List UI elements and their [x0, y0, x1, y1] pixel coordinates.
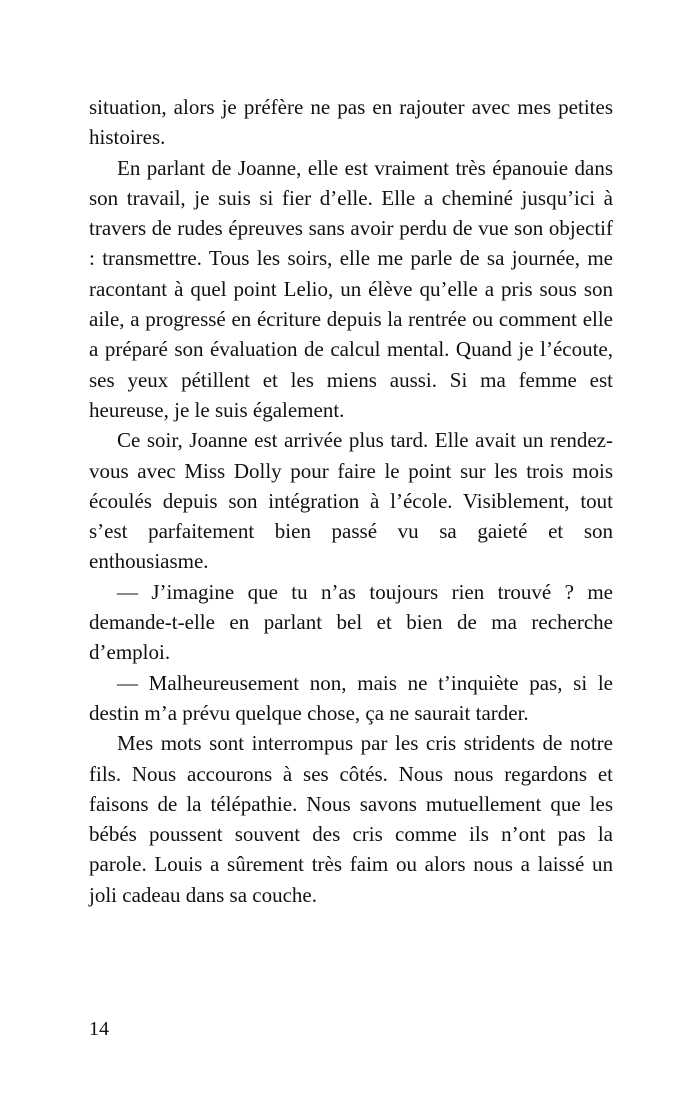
- paragraph-2: En parlant de Joanne, elle est vraiment très épanouie dans son travail, je suis si fier d’elle. Elle a cheminé jusqu’ici à travers de rudes épreuves sans avoir perdu de vue son objectif : transmettre. Tous les soirs, elle me parle de sa journée, me racontant à quel point Lelio, un élève qu’elle a pris sous son aile, a progressé en écriture depuis la rentrée ou comment elle a préparé son évaluation de calcul mental. Quand je l’écoute, ses yeux pétillent et les miens aussi. Si ma femme est heureuse, je le suis également.: [89, 155, 613, 422]
- dialogue-2: — Malheureusement non, mais ne t’inquiète pas, si le destin m’a prévu quelque chose, ça ne saurait tarder.: [89, 670, 613, 725]
- paragraph-3: Ce soir, Joanne est arrivée plus tard. Elle avait un rendez-vous avec Miss Dolly pour faire le point sur les trois mois écoulés depuis son intégration à l’école. Visiblement, tout s’est parfaitement bien passé vu sa gaieté et son enthousiasme.: [89, 428, 613, 574]
- paragraph-1: situation, alors je préfère ne pas en rajouter avec mes petites histoires.: [89, 95, 613, 150]
- page-number: 14: [89, 1018, 109, 1040]
- body-text: [89, 92, 613, 910]
- dialogue-1: — J’imagine que tu n’as toujours rien trouvé ? me demande-t-elle en parlant bel et bien de ma recherche d’emploi.: [89, 579, 613, 665]
- paragraph-4: Mes mots sont interrompus par les cris stridents de notre fils. Nous accourons à ses côtés. Nous nous regardons et faisons de la télépathie. Nous savons mutuellement que les bébés poussent souvent des cris comme ils n’ont pas la parole. Louis a sûrement très faim ou alors nous a laissé un joli cadeau dans sa couche.: [89, 731, 613, 907]
